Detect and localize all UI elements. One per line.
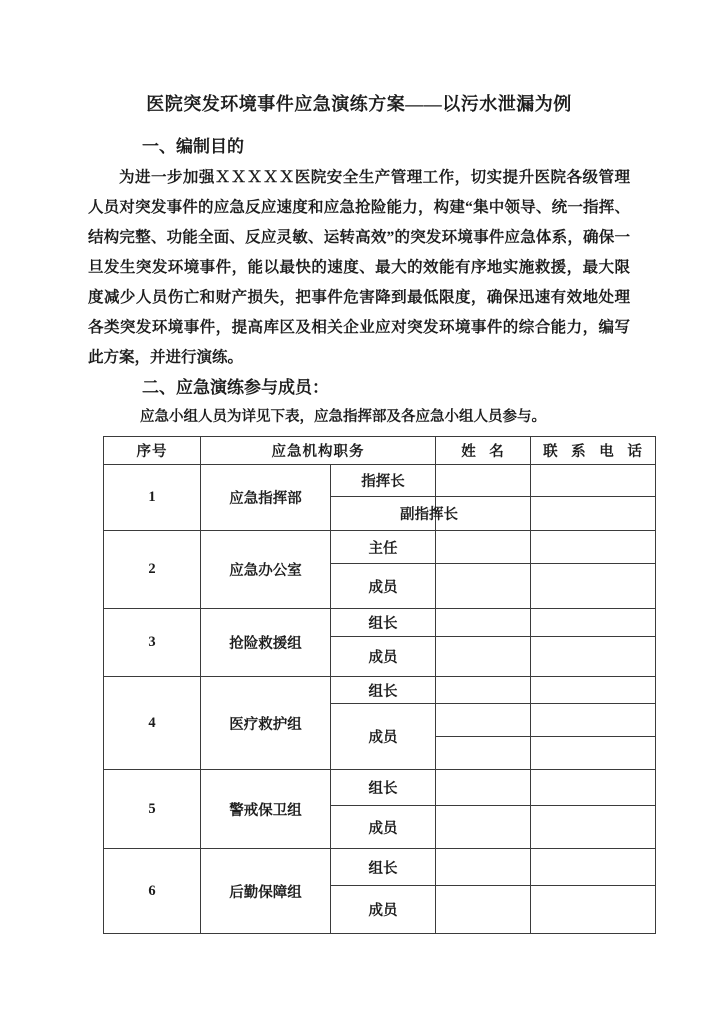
org-cell: 应急办公室: [201, 531, 331, 609]
table-row: [104, 770, 656, 806]
members-table: [103, 436, 656, 934]
serial-cell: 4: [104, 677, 201, 770]
name-cell: [436, 677, 531, 704]
org-cell: 后勤保障组: [201, 849, 331, 934]
phone-cell: [531, 465, 656, 497]
serial-cell: 6: [104, 849, 201, 934]
name-cell: [436, 704, 531, 737]
table-row: [104, 609, 656, 637]
section2-heading: 二、应急演练参与成员：: [142, 378, 329, 397]
table-header-row: [104, 437, 656, 465]
table-row: [104, 677, 656, 704]
table-note: 应急小组人员为详见下表，应急指挥部及各应急小组人员参与。: [140, 409, 546, 425]
name-cell: [436, 637, 531, 677]
position-cell: 主任: [331, 531, 436, 564]
name-cell: [436, 609, 531, 637]
phone-cell: [531, 704, 656, 737]
phone-cell: [531, 564, 656, 609]
position-cell: 组长: [331, 609, 436, 637]
position-cell: 成员: [331, 704, 436, 770]
serial-cell: 2: [104, 531, 201, 609]
name-cell: [436, 806, 531, 849]
name-cell: [436, 737, 531, 770]
phone-cell: [531, 770, 656, 806]
position-cell: 成员: [331, 637, 436, 677]
name-cell: [436, 849, 531, 886]
header-org-position: 应急机构职务: [201, 437, 436, 465]
position-cell: 组长: [331, 849, 436, 886]
page-title: 医院突发环境事件应急演练方案——以污水泄漏为例: [146, 94, 572, 114]
name-cell: [436, 564, 531, 609]
section1-paragraph: 为进一步加强ＸＸＸＸＸ医院安全生产管理工作，切实提升医院各级管理人员对突发事件的应急反应速度和应急抢险能力，构建“集中领导、统一指挥、结构完整、功能全面、反应灵敏、运转高效”的突发环境事件应急体系，确保一旦发生突发环境事件，能以最快的速度、最大的效能有序地实施救援，最大限度减少人员伤亡和财产损失，把事件危害降到最低限度，确保迅速有效地处理各类突发环境事件，提高库区及相关企业应对突发环境事件的综合能力，编写此方案，并进行演练。: [88, 169, 630, 366]
table-row: [104, 465, 656, 497]
header-serial: 序号: [104, 437, 201, 465]
position-cell: 组长: [331, 677, 436, 704]
serial-cell: 1: [104, 465, 201, 531]
position-label: 副指挥长: [400, 507, 458, 523]
position-cell: 成员: [331, 886, 436, 934]
phone-cell: [531, 637, 656, 677]
serial-cell: 3: [104, 609, 201, 677]
header-phone: 联 系 电 话: [531, 437, 656, 465]
name-cell: [436, 886, 531, 934]
position-cell: [331, 497, 458, 531]
name-cell: [436, 770, 531, 806]
phone-cell: [531, 497, 656, 531]
header-name: 姓 名: [436, 437, 531, 465]
name-cell: [436, 465, 531, 497]
phone-cell: [531, 531, 656, 564]
serial-cell: 5: [104, 770, 201, 849]
phone-cell: [531, 886, 656, 934]
position-cell: 成员: [331, 564, 436, 609]
table-row: [104, 531, 656, 564]
name-cell: [436, 531, 531, 564]
phone-cell: [531, 677, 656, 704]
section1-heading: 一、编制目的: [142, 137, 244, 156]
phone-cell: [531, 806, 656, 849]
org-cell: 抢险救援组: [201, 609, 331, 677]
org-cell: 警戒保卫组: [201, 770, 331, 849]
position-cell: 指挥长: [331, 465, 436, 497]
org-cell: 医疗救护组: [201, 677, 331, 770]
position-cell: 组长: [331, 770, 436, 806]
phone-cell: [531, 737, 656, 770]
position-cell: 成员: [331, 806, 436, 849]
org-cell: 应急指挥部: [201, 465, 331, 531]
phone-cell: [531, 849, 656, 886]
table-row: [104, 849, 656, 886]
phone-cell: [531, 609, 656, 637]
